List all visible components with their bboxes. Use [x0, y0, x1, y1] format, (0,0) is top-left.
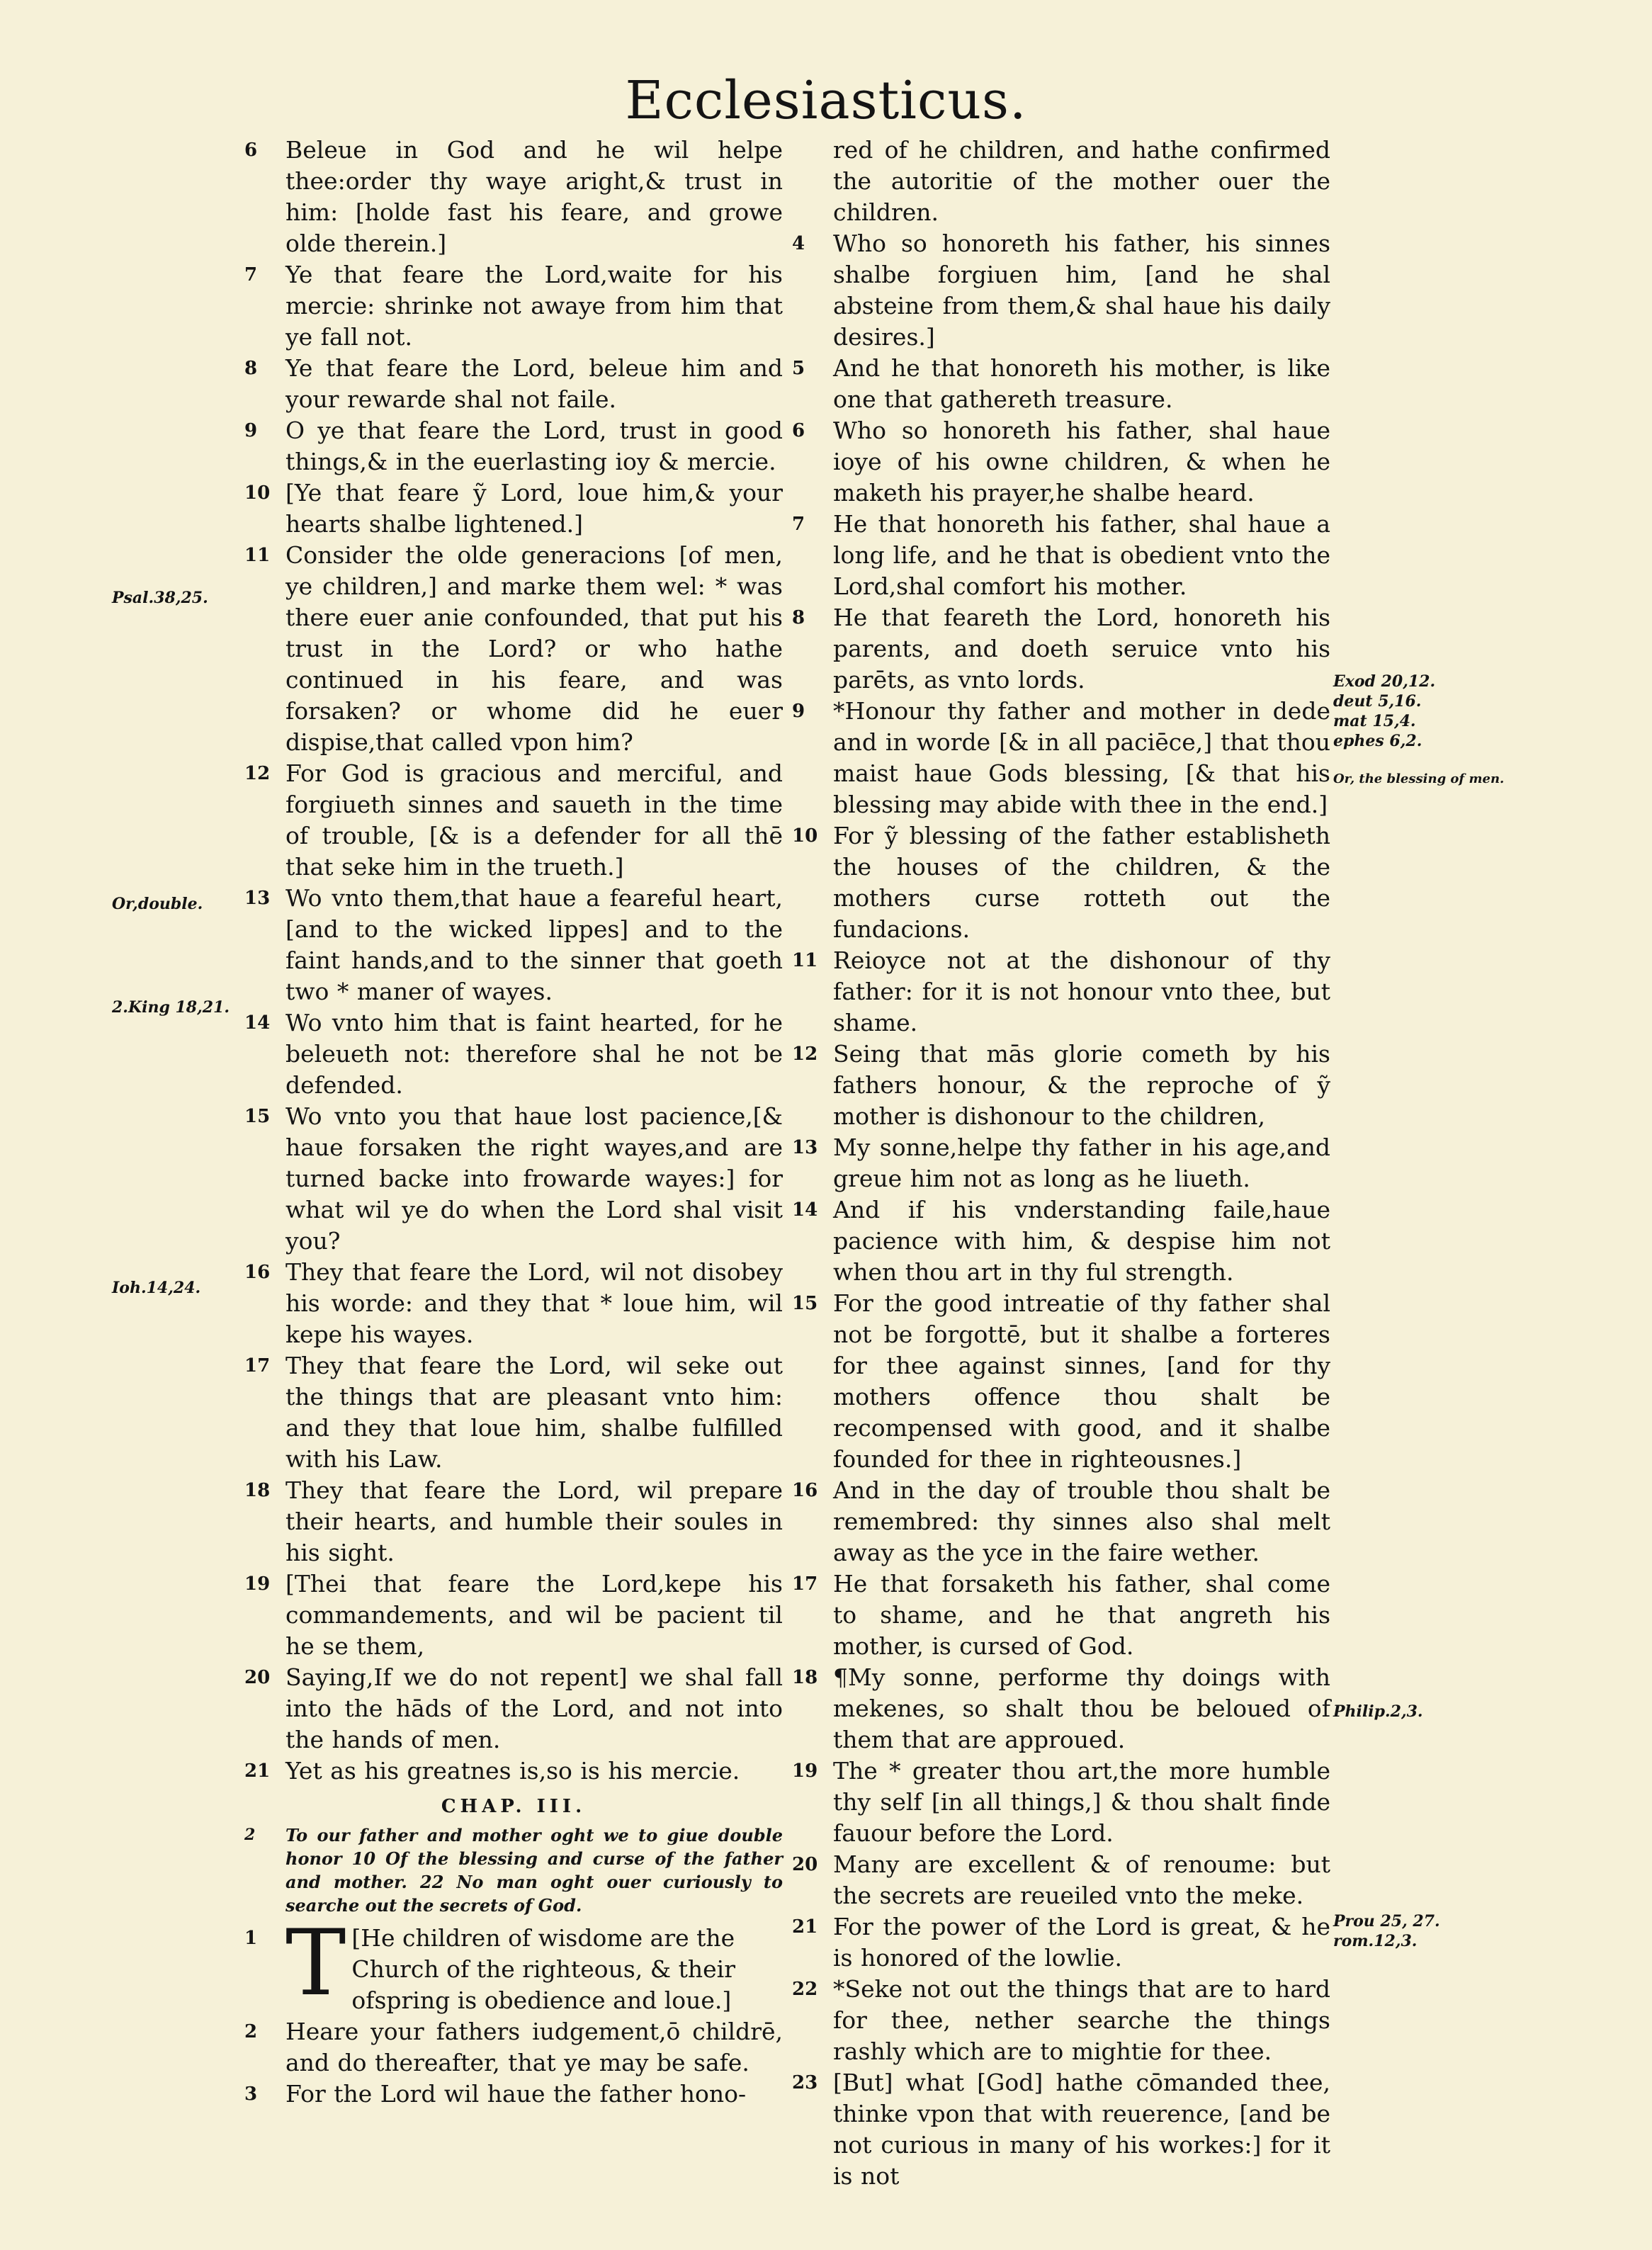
- verse: [244, 2016, 783, 2079]
- verse-number: 15: [244, 1106, 271, 1127]
- chapter-heading: CHAP. III.: [441, 1796, 587, 1817]
- argument-text: To our father and mother oght we to giue double honor 10 Of the blessing and curse of the father and mother. 22 No man oght ouer curiously to searche out the secrets of God.: [285, 1825, 783, 1916]
- verse-number: 21: [244, 1760, 271, 1782]
- verse-number: 23: [792, 2072, 818, 2093]
- verse-number: 6: [792, 420, 805, 441]
- verse-number: 3: [244, 2084, 258, 2105]
- verse: [244, 353, 783, 415]
- verse: [792, 1756, 1330, 1849]
- margin-note: mat 15,4.: [1333, 712, 1416, 730]
- margin-note: 2.King 18,21.: [112, 998, 230, 1017]
- verse-text: He that honoreth his father, shal haue a long life, and he that is obedient vnto the Lord,shal comfort his mother.: [833, 510, 1330, 600]
- verse-number: 7: [792, 514, 805, 535]
- verse-text: Who so honoreth his father, shal haue ioye of his owne children, & when he maketh his prayer,he shalbe heard.: [833, 417, 1330, 507]
- verse-number: 18: [244, 1480, 271, 1501]
- verse-number: 8: [792, 607, 805, 628]
- verse-number: 22: [792, 1979, 818, 2000]
- verse-text: [Ye that feare ỹ Lord, loue him,& your hearts shalbe lightened.]: [285, 479, 783, 538]
- verse-text: For the good intreatie of thy father shal not be forgottē, but it shalbe a forteres for thee against sinnes, [and for thy mothers offence thou shalt be recompensed with good, and it shalbe founded for thee in righteousnes.]: [833, 1289, 1330, 1473]
- verse: [244, 883, 783, 1007]
- verse-text: And he that honoreth his mother, is like one that gathereth treasure.: [833, 354, 1330, 413]
- verse: [244, 1756, 783, 1787]
- verse-text: And if his vnderstanding faile,haue pacience with him, & despise him not when thou art in thy ful strength.: [833, 1196, 1330, 1286]
- verse-number: 11: [244, 545, 271, 566]
- verse: [244, 1568, 783, 1662]
- verse: [244, 540, 783, 758]
- verse: [792, 1568, 1330, 1662]
- verse-number: 19: [792, 1760, 818, 1782]
- margin-note: ephes 6,2.: [1333, 732, 1422, 750]
- verse-number: 16: [792, 1480, 818, 1501]
- verse-text: Wo vnto them,that haue a feareful heart, [and to the wicked lippes] and to the faint hands,and to the sinner that goeth two * maner of wayes.: [285, 884, 783, 1005]
- verse-number: 6: [244, 140, 258, 161]
- verse: [792, 1849, 1330, 1911]
- verse: [792, 2067, 1330, 2192]
- verse-number: 18: [792, 1667, 818, 1688]
- verse-text: Ye that feare the Lord,waite for his mercie: shrinke not awaye from him that ye fall not.: [285, 261, 783, 351]
- verse-text: They that feare the Lord, wil not disobey his worde: and they that * loue him, wil kepe his wayes.: [285, 1258, 783, 1348]
- verse-text: Yet as his greatnes is,so is his mercie.: [285, 1757, 740, 1785]
- chapter-argument: [244, 1824, 783, 1917]
- verse: [244, 1257, 783, 1350]
- verse-number: 10: [244, 482, 271, 504]
- verse-number: 17: [792, 1573, 818, 1595]
- verse: [244, 1475, 783, 1568]
- verse: [792, 228, 1330, 353]
- verse: [792, 135, 1330, 228]
- verse-number: 15: [792, 1293, 818, 1314]
- verse: [792, 1194, 1330, 1288]
- margin-note: Philip.2,3.: [1333, 1702, 1423, 1721]
- verse-text: ¶My sonne, performe thy doings with mekenes, so shalt thou be beloued of them that are approued.: [833, 1663, 1330, 1753]
- verse-text: Reioyce not at the dishonour of thy father: for it is not honour vnto thee, but shame.: [833, 946, 1330, 1036]
- verse: [792, 945, 1330, 1039]
- verse-text: [He children of wisdome are the Church of the righteous, & their ofspring is obedience and loue.]: [351, 1924, 736, 2014]
- verse-text: Saying,If we do not repent] we shal fall into the hāds of the Lord, and not into the hands of men.: [285, 1663, 783, 1753]
- verse: [792, 602, 1330, 696]
- verse-number: 8: [244, 358, 258, 379]
- verse-number: 9: [244, 420, 258, 441]
- verse-text: O ye that feare the Lord, trust in good things,& in the euerlasting ioy & mercie.: [285, 417, 783, 475]
- verse: [792, 820, 1330, 945]
- verse-text: *Seke not out the things that are to hard for thee, nether searche the things rashly which are to mightie for thee.: [833, 1975, 1330, 2065]
- verse-number: 17: [244, 1355, 271, 1376]
- verse-text: Seing that mās glorie cometh by his fathers honour, & the reproche of ỹ mother is dishonour to the children,: [833, 1040, 1330, 1130]
- verse: [244, 1350, 783, 1475]
- verse: [244, 415, 783, 477]
- verse: [244, 1662, 783, 1756]
- verse-text: Heare your fathers iudgement,ō childrē, and do thereafter, that ye may be safe.: [285, 2018, 783, 2076]
- verse-text: He that feareth the Lord, honoreth his parents, and doeth seruice vnto his parēts, as vnto lords.: [833, 604, 1330, 694]
- verse: [244, 259, 783, 353]
- verse: [244, 2079, 783, 2110]
- verse-number: 19: [244, 1573, 271, 1595]
- verse-text: The * greater thou art,the more humble thy self [in all things,] & thou shalt finde fauour before the Lord.: [833, 1757, 1330, 1847]
- verse-text: Who so honoreth his father, his sinnes shalbe forgiuen him, [and he shal absteine from them,& shal haue his daily desires.]: [833, 230, 1330, 351]
- verse-number: 12: [792, 1044, 818, 1065]
- drop-capital: T: [285, 1911, 346, 2016]
- verse: [792, 1662, 1330, 1756]
- margin-note: Or, the blessing of men.: [1333, 771, 1505, 786]
- verse-number: 16: [244, 1262, 271, 1283]
- verse-number: 1: [244, 1928, 258, 1949]
- verse: [244, 758, 783, 883]
- argument-number: 2: [244, 1826, 256, 1844]
- margin-note: Prou 25, 27.: [1333, 1912, 1440, 1930]
- margin-note: deut 5,16.: [1333, 692, 1422, 711]
- verse-text: For the Lord wil haue the father hono-: [285, 2080, 747, 2108]
- page-title: Ecclesiasticus.: [625, 70, 1027, 131]
- verse-text: Wo vnto you that haue lost pacience,[& haue forsaken the right wayes,and are turned backe into frowarde wayes:] for what wil ye do when the Lord shal visit you?: [285, 1102, 783, 1255]
- verse: [244, 1911, 783, 2016]
- verse-number: 2: [244, 2021, 258, 2042]
- verse-text: Wo vnto him that is faint hearted, for he beleueth not: therefore shal he not be defended.: [285, 1009, 783, 1099]
- verse-number: 14: [792, 1199, 818, 1221]
- verse-number: 5: [792, 358, 805, 379]
- verse: [792, 1911, 1330, 1974]
- verse: [244, 1007, 783, 1101]
- verse: [792, 509, 1330, 602]
- verse-text: red of he children, and hathe confirmed the autoritie of the mother ouer the children.: [833, 136, 1330, 226]
- verse-number: 13: [792, 1137, 818, 1158]
- right-column: [792, 135, 1330, 2192]
- verse-text: [Thei that feare the Lord,kepe his commandements, and wil be pacient til he se them,: [285, 1570, 783, 1660]
- verse-number: 12: [244, 763, 271, 784]
- verse: [244, 135, 783, 259]
- verse-text: Beleue in God and he wil helpe thee:order thy waye aright,& trust in him: [holde fast his feare, and growe olde therein.]: [285, 136, 783, 257]
- verse-text: Many are excellent & of renoume: but the secrets are reueiled vnto the meke.: [833, 1850, 1330, 1909]
- verse: [792, 1132, 1330, 1194]
- verse-number: 13: [244, 888, 271, 909]
- verse-number: 10: [792, 825, 818, 847]
- margin-note: Psal.38,25.: [112, 589, 208, 607]
- margin-note: Exod 20,12.: [1333, 672, 1436, 691]
- verse-number: 7: [244, 264, 258, 286]
- verse: [244, 477, 783, 540]
- verse-number: 20: [792, 1854, 818, 1875]
- left-column: [244, 135, 783, 2110]
- verse-text: They that feare the Lord, wil seke out the things that are pleasant vnto him: and they that loue him, shalbe fulfilled with his Law.: [285, 1352, 783, 1473]
- verse-text: [But] what [God] hathe cōmanded thee, thinke vpon that with reuerence, [and be not curious in many of his workes:] for it is not: [833, 2069, 1330, 2190]
- verse: [792, 1039, 1330, 1132]
- margin-note: rom.12,3.: [1333, 1932, 1418, 1950]
- margin-note: Ioh.14,24.: [112, 1279, 201, 1297]
- verse-text: For ỹ blessing of the father establisheth the houses of the children, & the mothers curse rotteth out the fundacions.: [833, 822, 1330, 943]
- verse-text: He that forsaketh his father, shal come to shame, and he that angreth his mother, is cursed of God.: [833, 1570, 1330, 1660]
- verse-number: 4: [792, 233, 805, 254]
- verse-text: Consider the olde generacions [of men, ye children,] and marke them wel: * was there euer anie confounded, that put his trust in the Lord? or who hathe continued in his feare, and was forsaken? or whome did he euer dispise,that called vpon him?: [285, 541, 783, 756]
- verse-number: 21: [792, 1916, 818, 1938]
- verse-number: 20: [244, 1667, 271, 1688]
- verse: [792, 696, 1330, 820]
- verse-text: For God is gracious and merciful, and forgiueth sinnes and saueth in the time of trouble, [& is a defender for all thē that seke him in the trueth.]: [285, 759, 783, 881]
- verse-number: 14: [244, 1012, 271, 1034]
- verse-text: They that feare the Lord, wil prepare their hearts, and humble their soules in his sight.: [285, 1476, 783, 1566]
- verse: [792, 1974, 1330, 2067]
- verse-number: 11: [792, 950, 818, 971]
- verse-text: For the power of the Lord is great, & he is honored of the lowlie.: [833, 1913, 1330, 1972]
- verse-number: 9: [792, 701, 805, 722]
- verse: [792, 415, 1330, 509]
- verse: [792, 1475, 1330, 1568]
- verse-text: My sonne,helpe thy father in his age,and greue him not as long as he liueth.: [833, 1134, 1330, 1192]
- margin-note: Or,double.: [112, 895, 203, 913]
- verse-text: Ye that feare the Lord, beleue him and your rewarde shal not faile.: [285, 354, 783, 413]
- verse: [792, 353, 1330, 415]
- verse-text: *Honour thy father and mother in dede and in worde [& in all paciēce,] that thou maist haue Gods blessing, [& that his blessing may abide with thee in the end.]: [833, 697, 1330, 818]
- verse: [244, 1101, 783, 1257]
- verse-text: And in the day of trouble thou shalt be remembred: thy sinnes also shal melt away as the yce in the faire wether.: [833, 1476, 1330, 1566]
- verse: [792, 1288, 1330, 1475]
